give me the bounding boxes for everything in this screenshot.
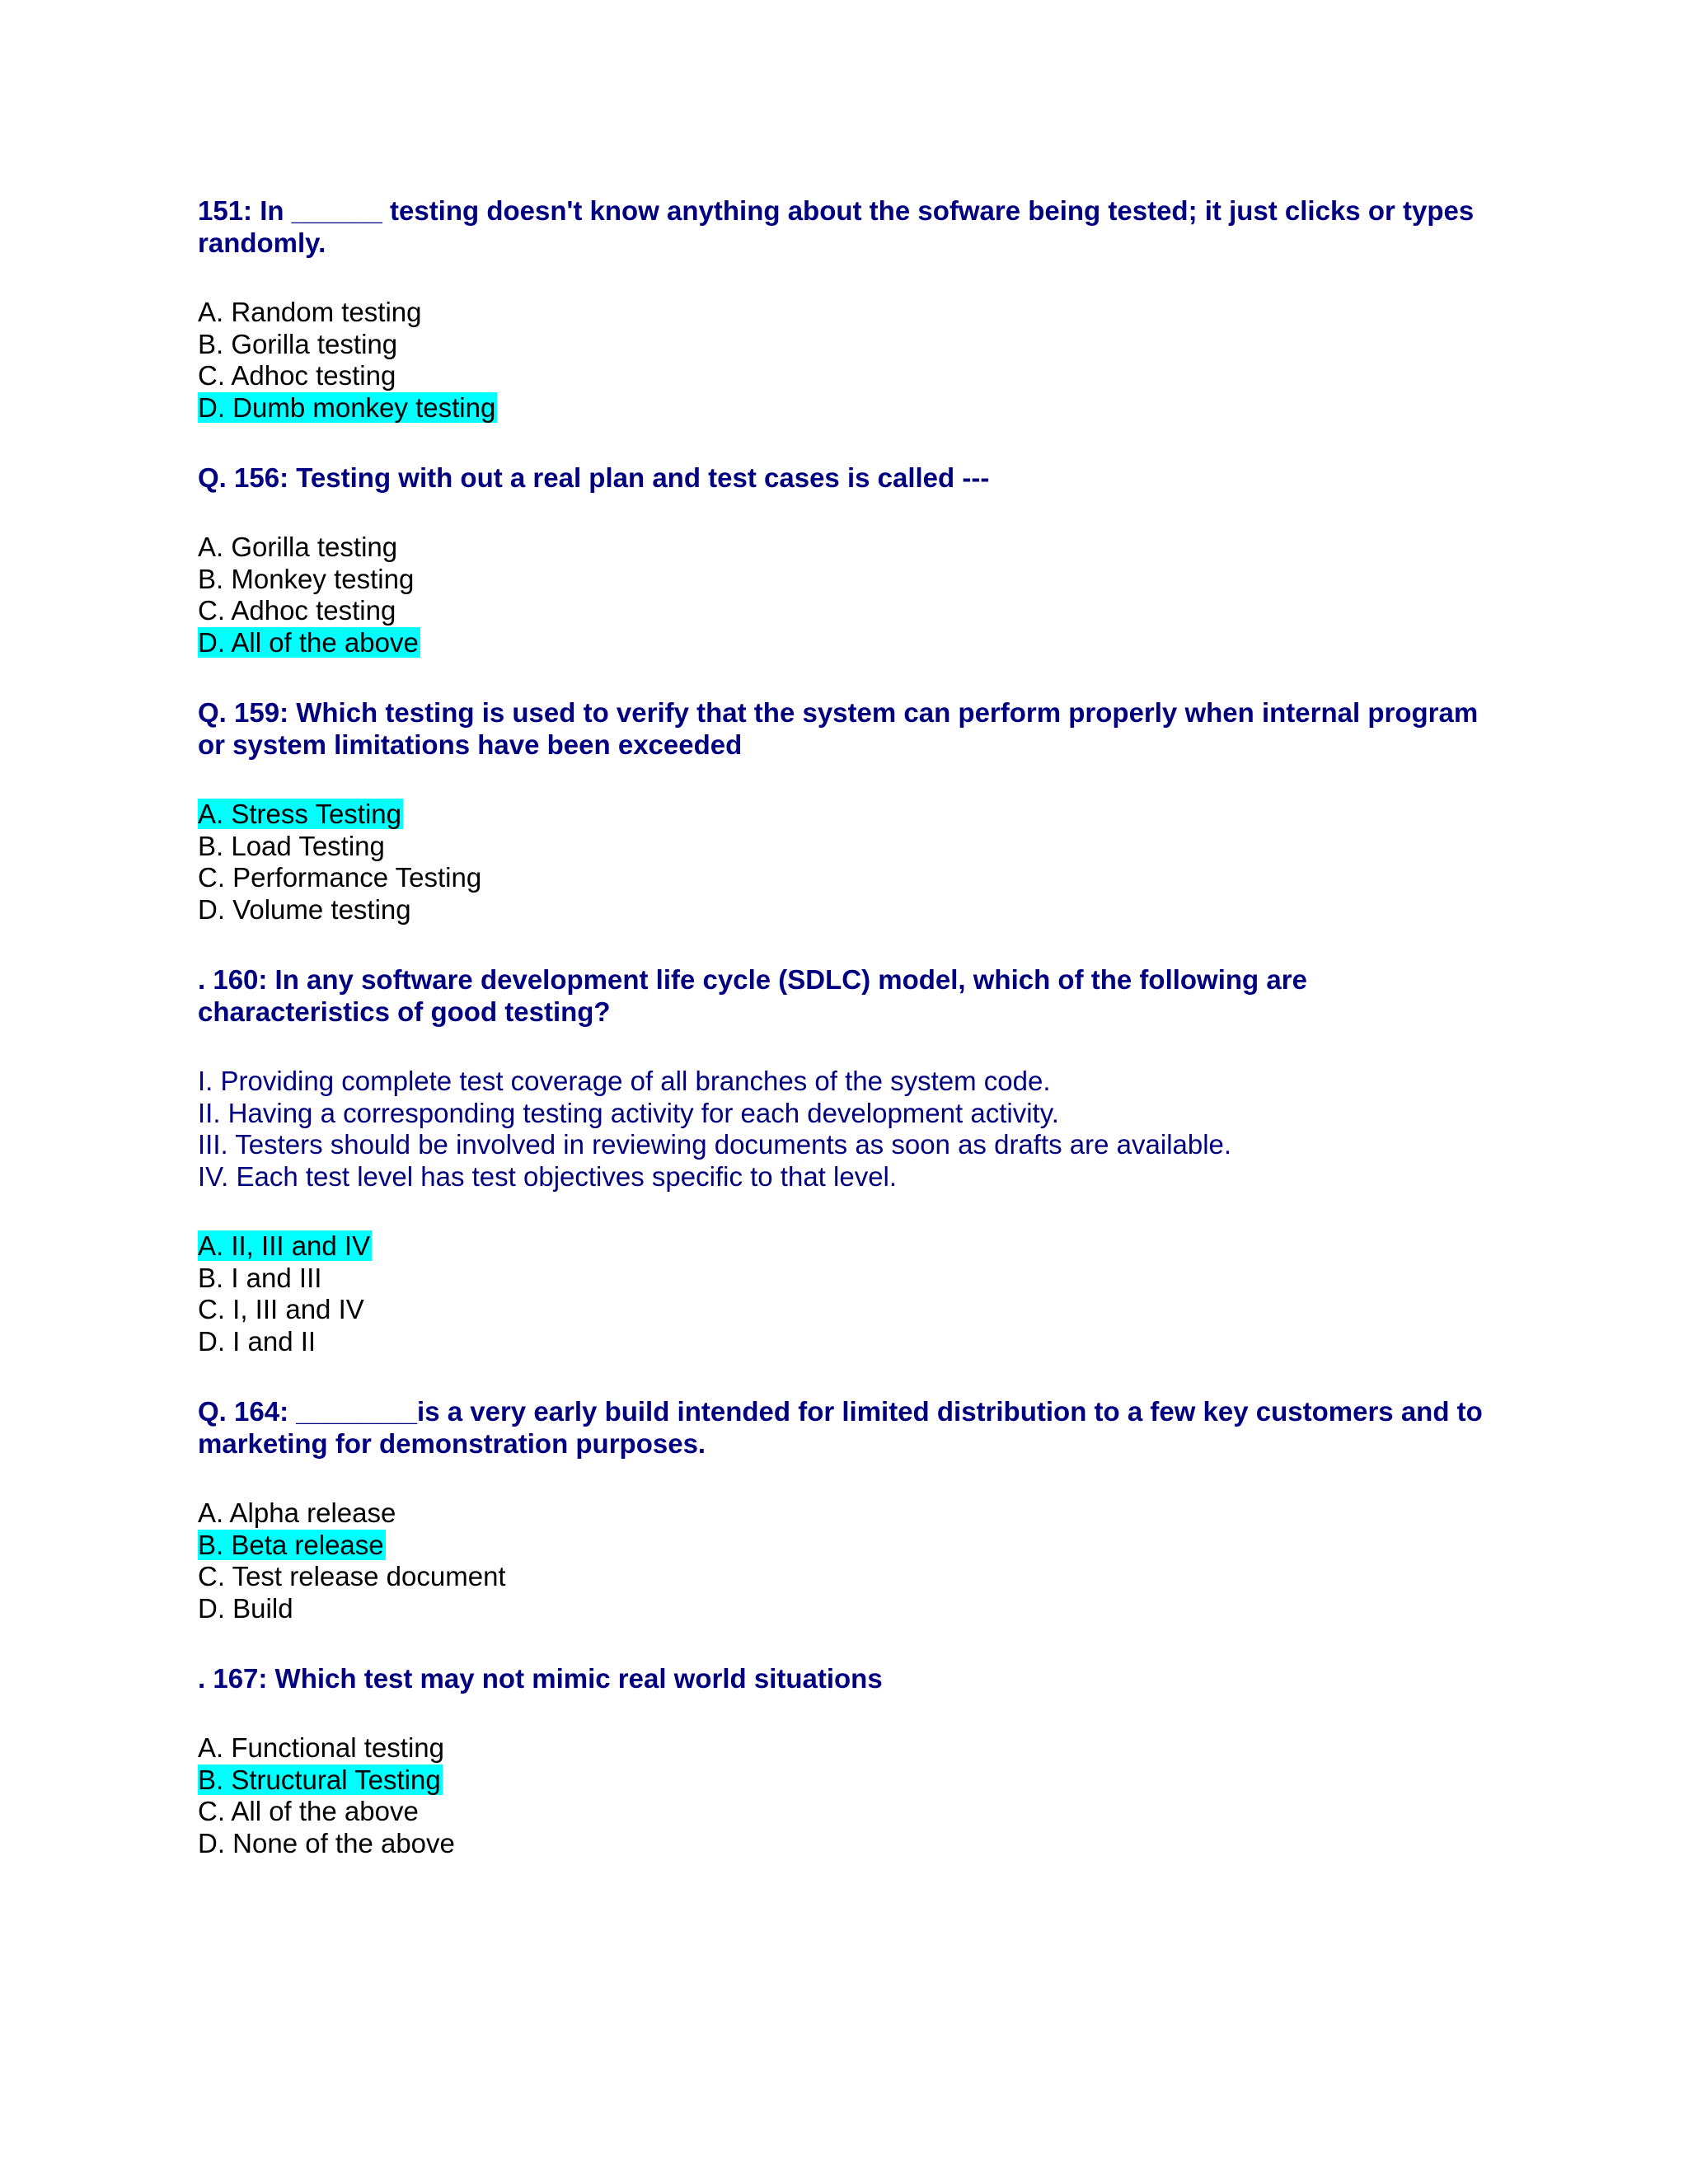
- answer-option-text: C. Test release document: [198, 1561, 506, 1591]
- answer-option-text: C. All of the above: [198, 1796, 419, 1826]
- answer-option: [198, 360, 1500, 392]
- answer-option: [198, 1796, 1500, 1828]
- statement-list: [198, 1066, 1500, 1193]
- answer-option: [198, 392, 1500, 424]
- answer-option-text: D. All of the above: [198, 626, 419, 658]
- answer-option-text: D. I and II: [198, 1325, 316, 1357]
- answer-option: [198, 1263, 1500, 1295]
- answer-option: [198, 1732, 1500, 1765]
- answer-option-text: A. Stress Testing: [198, 799, 402, 829]
- answer-option-text: B. Beta release: [198, 1529, 384, 1560]
- answer-option: [198, 1561, 1500, 1593]
- answer-option: [198, 1765, 1500, 1797]
- question-text: 151: In ______ testing doesn't know anything about the sofware being tested; it just clicks or types randomly.: [198, 195, 1475, 258]
- answer-option-text: D. Volume testing: [198, 893, 411, 925]
- answer-option: [198, 1828, 1500, 1860]
- answer-option: [198, 894, 1500, 926]
- answer-list: [198, 297, 1500, 424]
- question-text: . 160: In any software development life cycle (SDLC) model, which of the following are characteristics of good testing?: [198, 964, 1307, 1027]
- question-164: [198, 1395, 1500, 1624]
- answer-option: [198, 862, 1500, 894]
- answer-option-text: D. Build: [198, 1592, 293, 1624]
- document-page: [198, 194, 1500, 1859]
- question-text: Q. 159: Which testing is used to verify that the system can perform properly when internal program or system limitations have been exceeded: [198, 697, 1479, 760]
- answer-option: [198, 297, 1500, 329]
- answer-option: [198, 595, 1500, 627]
- answer-option-text: B. Structural Testing: [198, 1764, 441, 1795]
- statement-item: II. Having a corresponding testing activity for each development activity.: [198, 1097, 1059, 1128]
- answer-option-text: A. Gorilla testing: [198, 532, 398, 562]
- answer-option-text: D. None of the above: [198, 1827, 455, 1858]
- question-text: . 167: Which test may not mimic real world situations: [198, 1663, 883, 1694]
- question-159: [198, 696, 1500, 926]
- answer-option: [198, 564, 1500, 596]
- answer-option-text: C. I, III and IV: [198, 1294, 364, 1324]
- statement-item: IV. Each test level has test objectives specific to that level.: [198, 1160, 898, 1192]
- question-151: [198, 194, 1500, 424]
- question-167: [198, 1662, 1500, 1859]
- answer-option: [198, 831, 1500, 863]
- answer-option-text: A. Functional testing: [198, 1732, 444, 1763]
- answer-list: [198, 799, 1500, 926]
- answer-list: [198, 1497, 1500, 1624]
- answer-option: [198, 1530, 1500, 1562]
- question-text: Q. 164: ________is a very early build intended for limited distribution to a few key customers and to marketing for demonstration purposes.: [198, 1396, 1483, 1459]
- question-156: [198, 462, 1500, 658]
- answer-option-text: C. Adhoc testing: [198, 595, 396, 626]
- answer-option-text: B. Gorilla testing: [198, 328, 398, 359]
- answer-option: [198, 1230, 1500, 1263]
- answer-option: [198, 627, 1500, 659]
- answer-option: [198, 1497, 1500, 1530]
- answer-option: [198, 329, 1500, 361]
- answer-option-text: B. Load Testing: [198, 830, 385, 861]
- answer-option-text: B. I and III: [198, 1262, 322, 1293]
- answer-option: [198, 1593, 1500, 1625]
- answer-option-text: C. Performance Testing: [198, 862, 482, 893]
- answer-option: [198, 532, 1500, 564]
- statement-item: III. Testers should be involved in reviewing documents as soon as drafts are available.: [198, 1129, 1232, 1160]
- answer-option-text: B. Monkey testing: [198, 563, 415, 594]
- answer-option: [198, 1326, 1500, 1358]
- question-text: Q. 156: Testing with out a real plan and test cases is called ---: [198, 462, 990, 493]
- answer-option-text: D. Dumb monkey testing: [198, 391, 496, 423]
- answer-option-text: A. Random testing: [198, 297, 422, 327]
- answer-list: [198, 1230, 1500, 1357]
- answer-option-text: C. Adhoc testing: [198, 360, 396, 391]
- answer-option-text: A. II, III and IV: [198, 1230, 371, 1261]
- answer-list: [198, 532, 1500, 658]
- answer-option: [198, 1294, 1500, 1326]
- statement-item: I. Providing complete test coverage of all branches of the system code.: [198, 1066, 1051, 1096]
- answer-list: [198, 1732, 1500, 1859]
- question-160: [198, 963, 1500, 1357]
- answer-option-text: A. Alpha release: [198, 1497, 396, 1528]
- answer-option: [198, 799, 1500, 831]
